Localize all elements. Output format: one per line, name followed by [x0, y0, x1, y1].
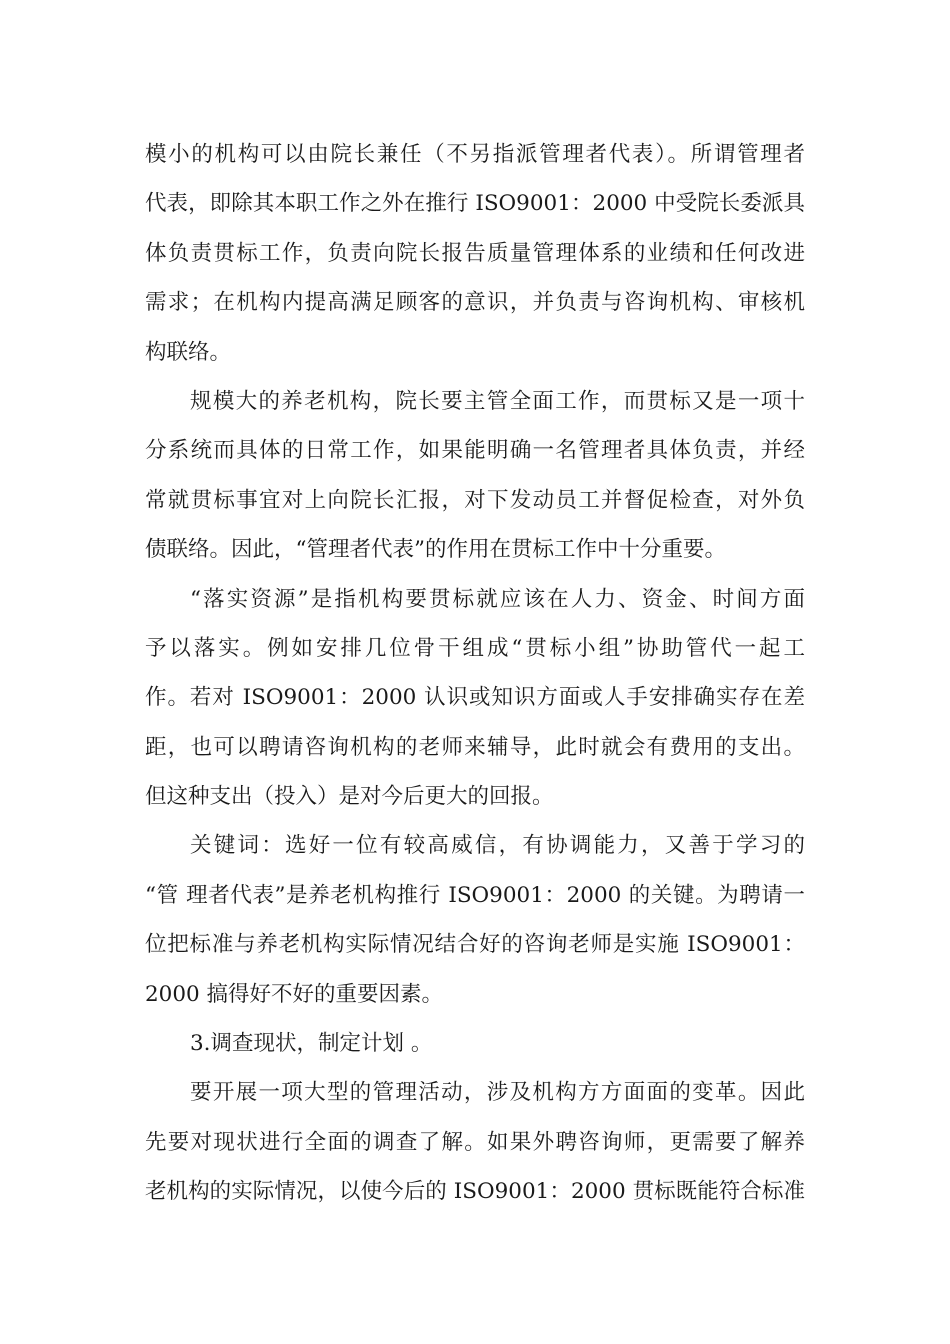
text-line: 先要对现状进行全面的调查了解。如果外聘咨询师，更需要了解养 [145, 1129, 805, 1155]
paragraph-6 [145, 1068, 805, 1216]
text-line: 要开展一项大型的管理活动，涉及机构方方面面的变革。因此 [190, 1080, 805, 1106]
text-line: 关键词：选好一位有较高威信，有协调能力，又善于学习的 [190, 833, 805, 859]
paragraph-4 [145, 821, 805, 1019]
text-line: 模小的机构可以由院长兼任（不另指派管理者代表）。所谓管理者 [145, 142, 805, 167]
text-line: “管 理者代表”是养老机构推行 ISO9001：2000 的关键。为聘请一 [145, 882, 805, 908]
text-line: 作。若对 ISO9001：2000 认识或知识方面或人手安排确实存在差 [145, 685, 805, 711]
text-line: 构联络。 [145, 339, 232, 365]
text-line: 老机构的实际情况，以使今后的 ISO9001：2000 贯标既能符合标准 [145, 1179, 805, 1205]
text-line: 债联络。因此，“管理者代表”的作用在贯标工作中十分重要。 [145, 537, 726, 563]
text-line: 常就贯标事宜对上向院长汇报，对下发动员工并督促检查，对外负 [145, 487, 805, 513]
text-line: “落实资源”是指机构要贯标就应该在人力、资金、时间方面 [190, 586, 805, 612]
paragraph-2 [145, 377, 805, 575]
text-line: 予以落实。例如安排几位骨干组成“贯标小组”协助管代一起工 [145, 635, 805, 661]
document-body [145, 130, 805, 1217]
section-heading [145, 1019, 805, 1068]
text-line: 分系统而具体的日常工作，如果能明确一名管理者具体负责，并经 [145, 438, 805, 464]
heading-line: 3.调查现状，制定计划 。 [190, 1031, 433, 1057]
text-line: 需求；在机构内提高满足顾客的意识，并负责与咨询机构、审核机 [145, 290, 805, 316]
paragraph-1 [145, 130, 805, 377]
text-line: 距，也可以聘请咨询机构的老师来辅导，此时就会有费用的支出。 [145, 734, 805, 760]
text-line: 体负责贯标工作，负责向院长报告质量管理体系的业绩和任何改进 [145, 240, 805, 266]
text-line: 2000 搞得好不好的重要因素。 [145, 981, 444, 1007]
text-line: 位把标准与养老机构实际情况结合好的咨询老师是实施 ISO9001： [145, 932, 805, 958]
text-line: 但这种支出（投入）是对今后更大的回报。 [145, 784, 554, 810]
paragraph-3 [145, 575, 805, 822]
text-line: 规模大的养老机构，院长要主管全面工作，而贯标又是一项十 [190, 388, 805, 414]
text-line: 代表，即除其本职工作之外在推行 ISO9001：2000 中受院长委派具 [145, 191, 805, 217]
